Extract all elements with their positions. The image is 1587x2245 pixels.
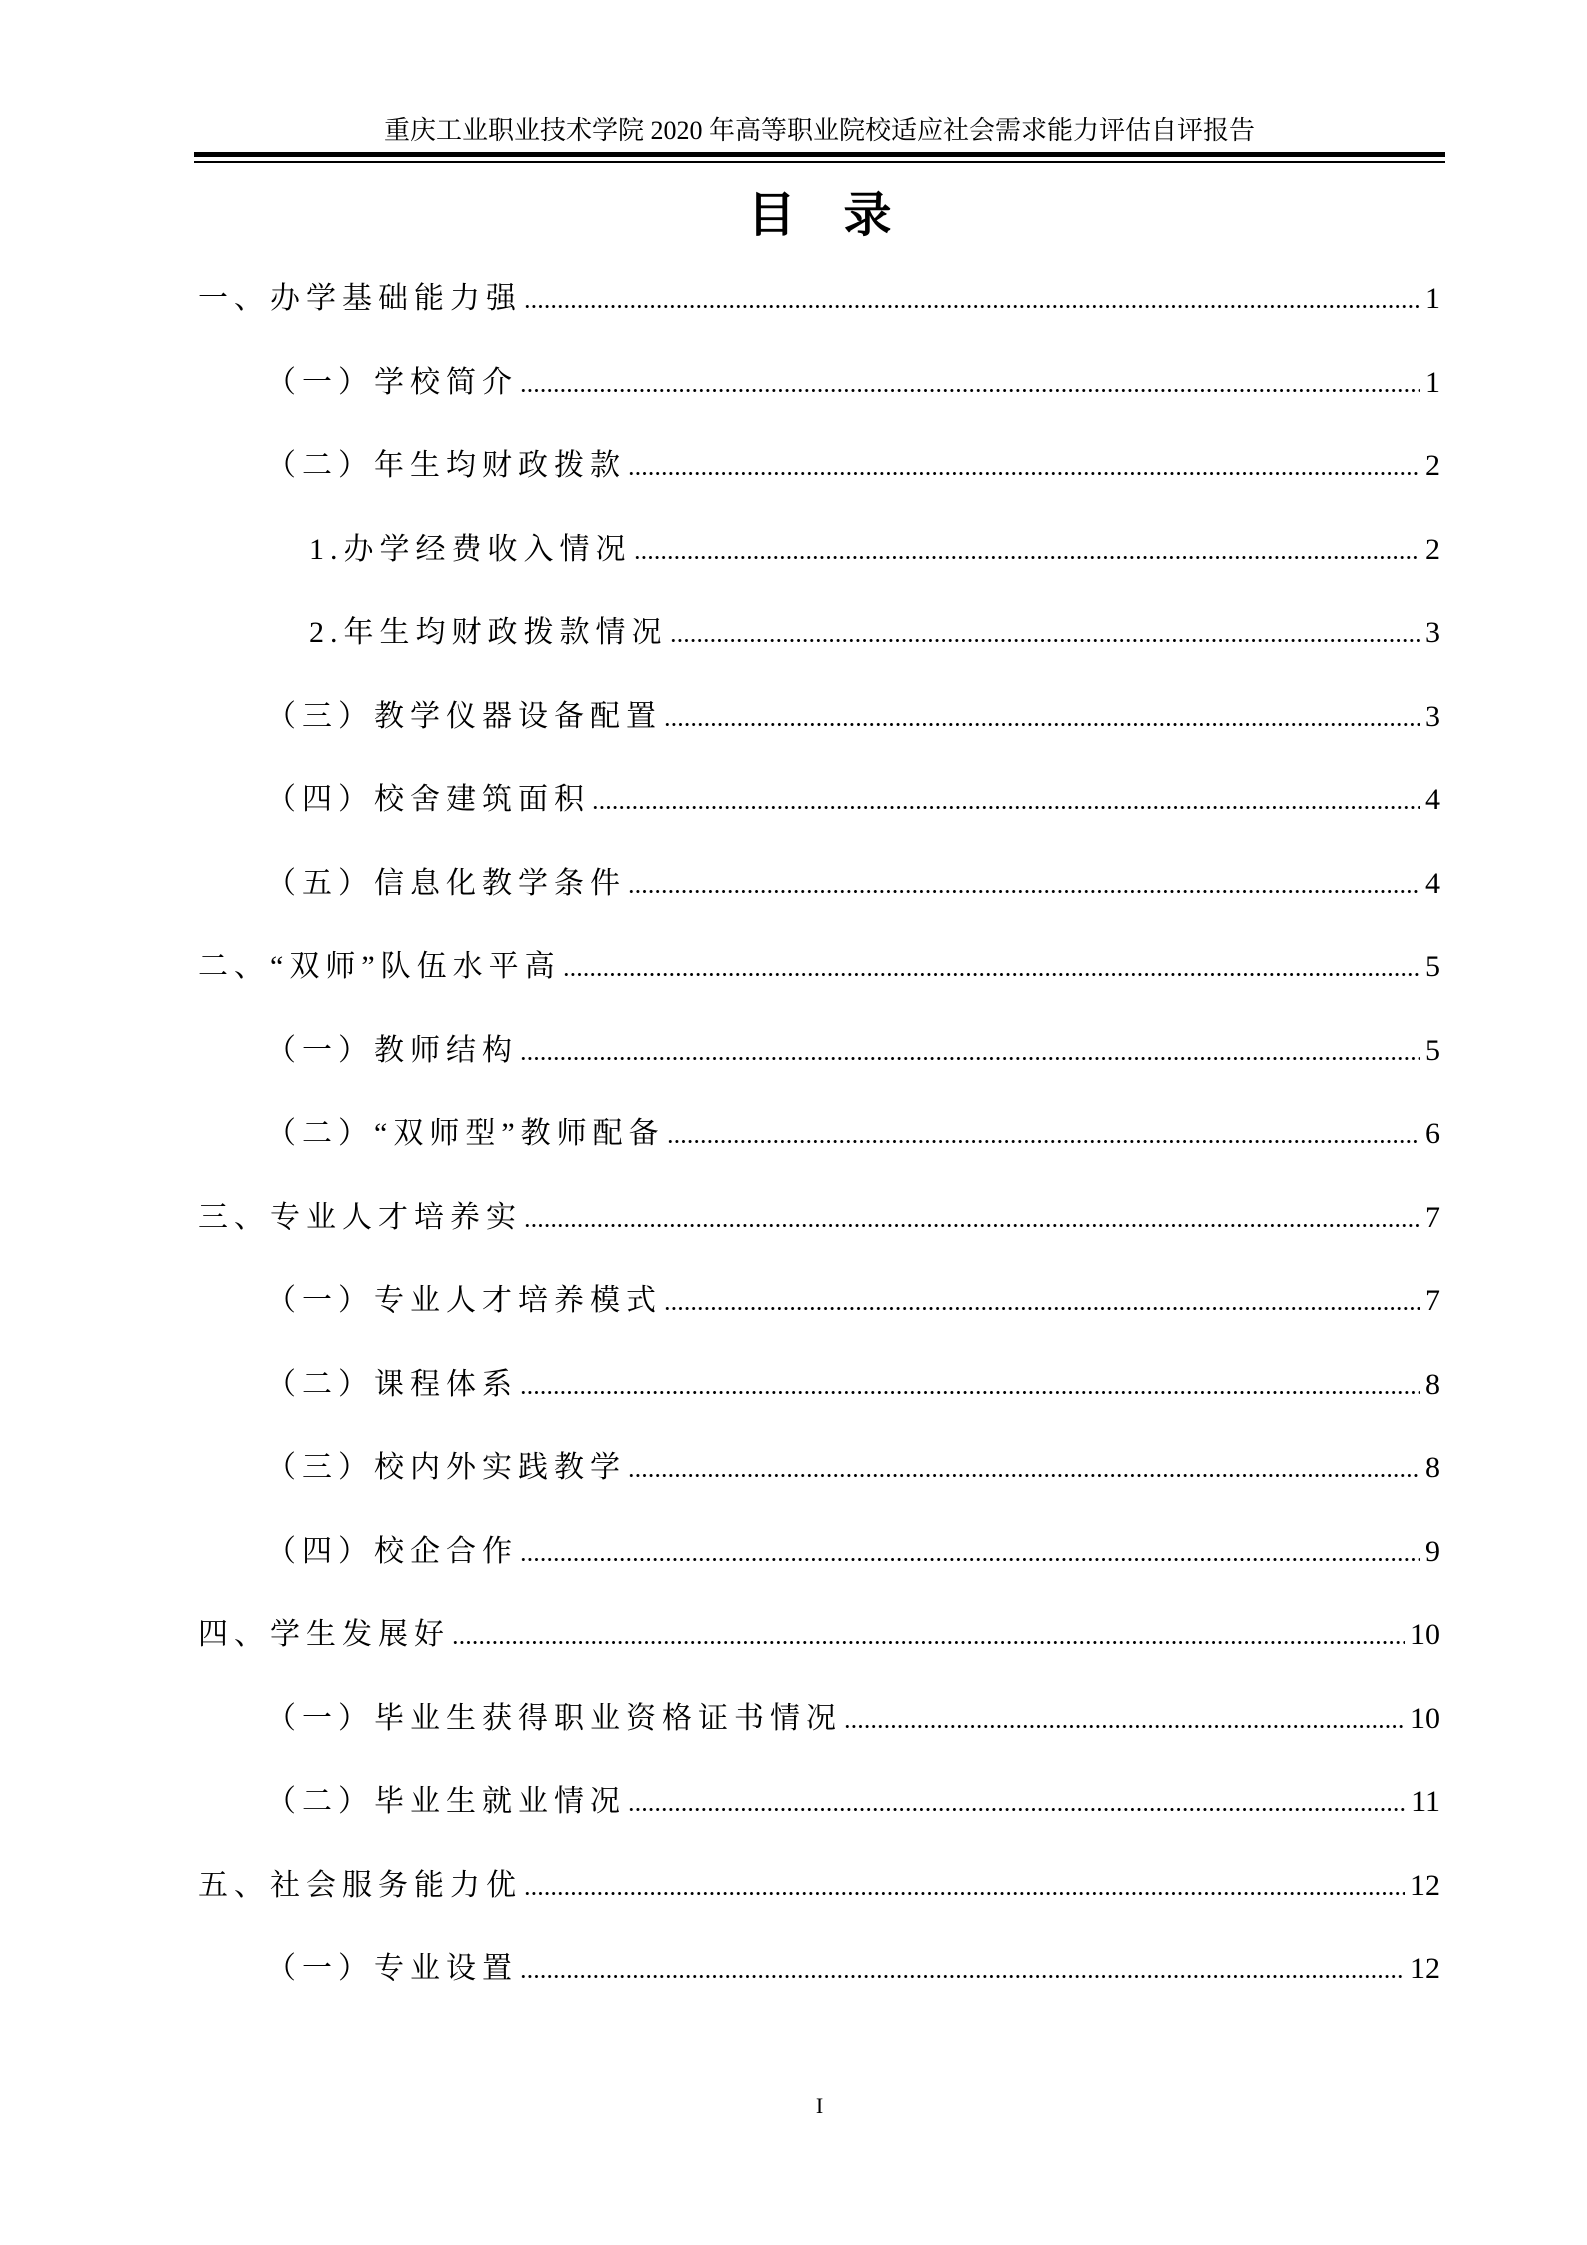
toc-entry[interactable] [198,591,1440,675]
toc-entry-label: 1.办学经费收入情况 [309,532,632,566]
toc-entry-label: （一）专业人才培养模式 [266,1284,662,1317]
toc-entry-page: 2 [1425,449,1440,482]
toc-dot-leader [634,556,1421,559]
toc-entry-page: 7 [1425,1284,1440,1317]
toc-entry[interactable] [198,675,1440,759]
toc-entry[interactable] [198,842,1440,926]
toc-entry-page: 10 [1410,1618,1440,1651]
toc-entry-page: 11 [1411,1785,1440,1818]
toc-entry-page: 8 [1425,1367,1440,1401]
toc-dot-leader [628,1474,1420,1477]
toc-entry-page: 6 [1425,1117,1440,1150]
toc-entry[interactable] [198,508,1440,592]
toc-entry[interactable] [198,1426,1440,1510]
toc-entry-label: （一）学校简介 [266,365,518,399]
toc-dot-leader [520,1975,1405,1978]
toc-entry[interactable] [198,1677,1440,1761]
page-number: I [815,2093,824,2118]
toc-dot-leader [844,1725,1405,1728]
toc-dot-leader [524,1892,1405,1895]
toc-entry-page: 4 [1425,866,1440,900]
toc-entry-page: 7 [1425,1200,1440,1234]
toc-dot-leader [563,973,1420,976]
toc-dot-leader [628,1808,1406,1811]
toc-entry-page: 1 [1425,365,1440,399]
toc-entry-label: （一）专业设置 [266,1952,518,1985]
toc-entry-page: 4 [1425,783,1440,816]
toc-entry-label: 三、专业人才培养实 [198,1200,522,1234]
toc-entry-label: 四、学生发展好 [198,1618,450,1651]
toc-entry-page: 3 [1425,616,1440,649]
toc-entry-page: 5 [1425,1033,1440,1067]
toc-dot-leader [452,1641,1405,1644]
toc-entry-label: （二）年生均财政拨款 [266,449,626,482]
toc-entry-page: 8 [1425,1451,1440,1484]
header-rule-thick [194,152,1445,157]
toc-entry[interactable] [198,1343,1440,1427]
toc-dot-leader [520,1391,1420,1394]
toc-entry[interactable] [198,1176,1440,1260]
toc-dot-leader [592,806,1420,809]
toc-entry-label: （一）教师结构 [266,1033,518,1067]
toc-title: 目 录 [747,189,892,242]
toc-entry-label: （五）信息化教学条件 [266,866,626,900]
toc-entry[interactable] [198,1760,1440,1844]
toc-entry-label: （四）校舍建筑面积 [266,783,590,816]
toc-entry[interactable] [198,341,1440,425]
toc-entry-label: （二）课程体系 [266,1367,518,1401]
toc-dot-leader [524,1224,1420,1227]
toc-entry-label: 二、“双师”队伍水平高 [198,950,561,983]
toc-list [198,257,1440,2011]
toc-entry[interactable] [198,1844,1440,1928]
toc-entry-label: 一、办学基础能力强 [198,282,522,315]
toc-entry[interactable] [198,1259,1440,1343]
toc-entry[interactable] [198,1927,1440,2011]
toc-entry[interactable] [198,925,1440,1009]
toc-entry-label: （二）毕业生就业情况 [266,1785,626,1818]
toc-dot-leader [628,472,1420,475]
toc-entry[interactable] [198,1593,1440,1677]
toc-entry-label: （三）校内外实践教学 [266,1451,626,1484]
toc-entry-page: 12 [1410,1952,1440,1985]
toc-dot-leader [664,723,1420,726]
toc-entry-label: 2.年生均财政拨款情况 [309,616,668,649]
toc-entry-page: 10 [1410,1701,1440,1735]
header-rule-thin [194,161,1445,163]
toc-dot-leader [520,1057,1420,1060]
toc-dot-leader [628,890,1420,893]
toc-entry[interactable] [198,1009,1440,1093]
toc-dot-leader [664,1307,1420,1310]
toc-entry[interactable] [198,758,1440,842]
toc-entry-label: （三）教学仪器设备配置 [266,699,662,733]
toc-entry-page: 2 [1425,532,1440,566]
toc-entry-page: 12 [1410,1868,1440,1902]
toc-entry-label: （四）校企合作 [266,1534,518,1568]
toc-entry-label: （一）毕业生获得职业资格证书情况 [266,1701,842,1735]
toc-dot-leader [667,1140,1420,1143]
toc-entry[interactable] [198,1510,1440,1594]
toc-entry[interactable] [198,257,1440,341]
toc-dot-leader [524,305,1420,308]
toc-dot-leader [520,389,1420,392]
toc-entry-page: 9 [1425,1534,1440,1568]
toc-dot-leader [520,1558,1420,1561]
toc-entry-page: 5 [1425,950,1440,983]
toc-entry[interactable] [198,1092,1440,1176]
toc-entry[interactable] [198,424,1440,508]
toc-entry-page: 3 [1425,699,1440,733]
running-header: 重庆工业职业技术学院 2020 年高等职业院校适应社会需求能力评估自评报告 [383,116,1255,145]
toc-entry-page: 1 [1425,282,1440,315]
toc-entry-label: （二）“双师型”教师配备 [266,1117,665,1150]
toc-dot-leader [670,639,1421,642]
toc-entry-label: 五、社会服务能力优 [198,1868,522,1902]
